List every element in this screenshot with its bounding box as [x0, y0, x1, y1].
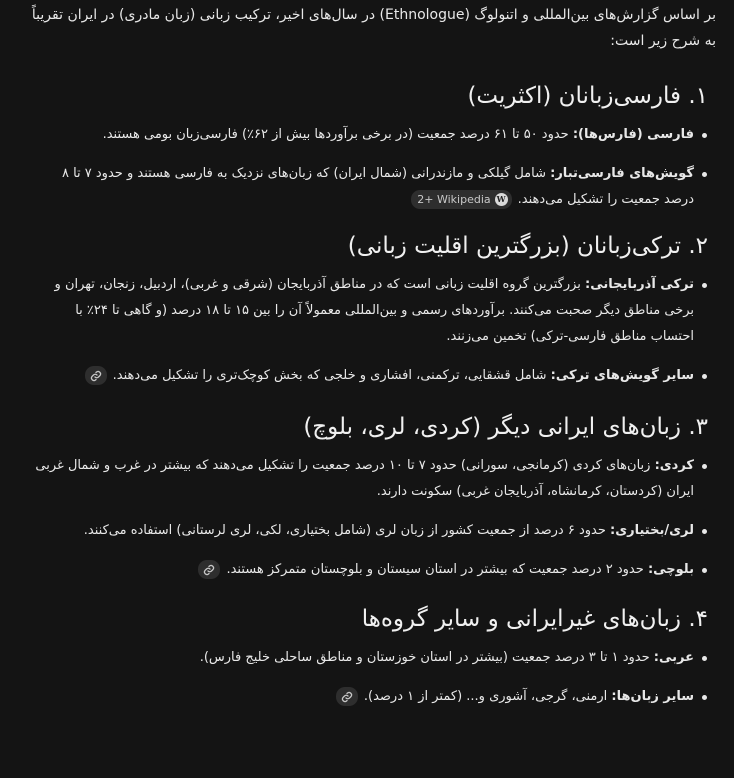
- item-term: بلوچی:: [647, 562, 694, 577]
- list-item: [30, 272, 708, 350]
- item-text: شامل گیلکی و مازندرانی (شمال ایران) که زبان‌های نزدیک به فارسی هستند و حدود ۷ تا ۸ درصد جمعیت را تشکیل می‌دهند.: [61, 166, 694, 207]
- item-text: ارمنی، گرجی، آشوری و... (کمتر از ۱ درصد).: [363, 689, 612, 704]
- list-item: [30, 453, 708, 505]
- list-item: [30, 161, 708, 213]
- section-list-turkic: [30, 272, 708, 389]
- item-term: ترکی آذربایجانی:: [585, 277, 694, 292]
- item-text: بزرگترین گروه اقلیت زبانی است که در مناطق آذربایجان (شرقی و غربی)، اردبیل، زنجان، تهران و برخی مناطق دیگر صحبت می‌کنند. برآوردهای رسمی و بین‌المللی معمولاً آن را بین ۱۵ تا ۱۸ درصد (و گاهی تا ۲۴٪ با احتساب مناطق فارسی-ترکی) تخمین می‌زنند.: [54, 277, 694, 344]
- item-term: سایر زبان‌ها:: [611, 689, 694, 704]
- item-term: سایر گویش‌های ترکی:: [550, 368, 694, 383]
- link-icon: [341, 691, 353, 703]
- item-term: عربی:: [653, 650, 694, 665]
- section-list-persian: [30, 122, 708, 213]
- intro-paragraph: بر اساس گزارش‌های بین‌المللی و اتنولوگ (Ethnologue) در سال‌های اخیر، ترکیب زبانی (زبان مادری) در ایران تقریباً به شرح زیر است:: [31, 7, 716, 49]
- source-link-button[interactable]: [85, 366, 107, 385]
- section-title-iranian: ۳. زبان‌های ایرانی دیگر (کردی، لری، بلوچ): [303, 414, 708, 440]
- list-item: [30, 363, 708, 389]
- section-list-non-iranian: [30, 645, 708, 710]
- list-item: [30, 645, 708, 671]
- section-list-iranian: [30, 453, 708, 583]
- section-title-persian: ۱. فارسی‌زبانان (اکثریت): [467, 83, 708, 109]
- wikipedia-icon: W: [495, 193, 508, 206]
- item-term: لری/بختیاری:: [610, 523, 694, 538]
- item-text: حدود ۱ تا ۳ درصد جمعیت (بیشتر در استان خوزستان و مناطق ساحلی خلیج فارس).: [199, 650, 654, 665]
- source-chip-label: 2+ Wikipedia: [417, 193, 491, 206]
- source-link-button[interactable]: [336, 687, 358, 706]
- list-item: [30, 684, 708, 710]
- section-title-non-iranian: ۴. زبان‌های غیرایرانی و سایر گروه‌ها: [361, 606, 708, 632]
- item-text: شامل قشقایی، ترکمنی، افشاری و خلجی که بخش کوچک‌تری را تشکیل می‌دهند.: [112, 368, 551, 383]
- item-term: فارسی (فارس‌ها):: [572, 127, 694, 142]
- list-item: [30, 122, 708, 148]
- source-link-button[interactable]: [198, 560, 220, 579]
- list-item: [30, 557, 708, 583]
- item-text: حدود ۲ درصد جمعیت که بیشتر در استان سیستان و بلوچستان متمرکز هستند.: [226, 562, 648, 577]
- link-icon: [90, 370, 102, 382]
- item-text: حدود ۵۰ تا ۶۱ درصد جمعیت (در برخی برآوردها بیش از ۶۲٪) فارسی‌زبان بومی هستند.: [102, 127, 573, 142]
- item-text: حدود ۶ درصد از جمعیت کشور از زبان لری (شامل بختیاری، لکی، لری لرستانی) استفاده می‌کنند.: [83, 523, 611, 538]
- item-text: زبان‌های کردی (کرمانجی، سورانی) حدود ۷ تا ۱۰ درصد جمعیت را تشکیل می‌دهند که بیشتر در غرب و شمال غربی ایران (کردستان، کرمانشاه، آذربایجان غربی) سکونت دارند.: [35, 458, 694, 499]
- item-term: کردی:: [654, 458, 694, 473]
- source-chip-wikipedia[interactable]: [411, 190, 511, 209]
- list-item: [30, 518, 708, 544]
- link-icon: [203, 564, 215, 576]
- section-title-turkic: ۲. ترکی‌زبانان (بزرگترین اقلیت زبانی): [347, 233, 708, 259]
- item-term: گویش‌های فارسی‌تبار:: [550, 166, 694, 181]
